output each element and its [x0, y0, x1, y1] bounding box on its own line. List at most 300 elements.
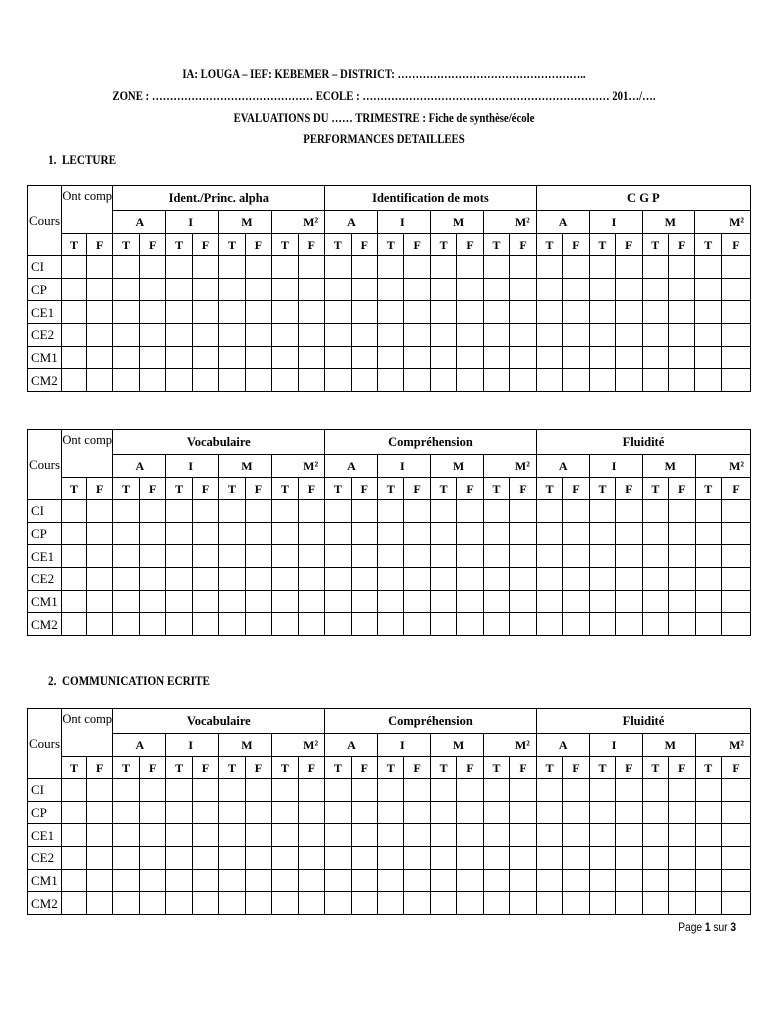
- entry-cell[interactable]: [62, 568, 87, 591]
- entry-cell[interactable]: [139, 301, 165, 324]
- entry-cell[interactable]: [325, 500, 351, 523]
- entry-cell[interactable]: [589, 369, 615, 392]
- entry-cell[interactable]: [642, 500, 668, 523]
- entry-cell[interactable]: [404, 545, 430, 568]
- entry-cell[interactable]: [192, 301, 218, 324]
- entry-cell[interactable]: [695, 590, 721, 613]
- entry-cell[interactable]: [166, 346, 192, 369]
- entry-cell[interactable]: [430, 369, 456, 392]
- entry-cell[interactable]: [298, 892, 324, 915]
- entry-cell[interactable]: [166, 590, 192, 613]
- entry-cell[interactable]: [536, 256, 562, 279]
- entry-cell[interactable]: [722, 545, 751, 568]
- entry-cell[interactable]: [510, 568, 537, 591]
- entry-cell[interactable]: [510, 869, 537, 892]
- entry-cell[interactable]: [166, 278, 192, 301]
- entry-cell[interactable]: [536, 568, 562, 591]
- entry-cell[interactable]: [192, 369, 218, 392]
- entry-cell[interactable]: [563, 324, 589, 347]
- entry-cell[interactable]: [589, 847, 615, 870]
- entry-cell[interactable]: [642, 369, 668, 392]
- entry-cell[interactable]: [192, 590, 218, 613]
- entry-cell[interactable]: [589, 613, 615, 636]
- entry-cell[interactable]: [325, 545, 351, 568]
- entry-cell[interactable]: [430, 847, 456, 870]
- entry-cell[interactable]: [669, 824, 695, 847]
- entry-cell[interactable]: [139, 545, 165, 568]
- entry-cell[interactable]: [457, 613, 483, 636]
- entry-cell[interactable]: [510, 256, 537, 279]
- entry-cell[interactable]: [616, 590, 642, 613]
- entry-cell[interactable]: [536, 824, 562, 847]
- entry-cell[interactable]: [642, 545, 668, 568]
- entry-cell[interactable]: [245, 346, 271, 369]
- entry-cell[interactable]: [722, 847, 751, 870]
- entry-cell[interactable]: [536, 545, 562, 568]
- entry-cell[interactable]: [192, 278, 218, 301]
- entry-cell[interactable]: [87, 847, 113, 870]
- entry-cell[interactable]: [404, 278, 430, 301]
- entry-cell[interactable]: [430, 545, 456, 568]
- entry-cell[interactable]: [616, 869, 642, 892]
- entry-cell[interactable]: [219, 590, 245, 613]
- entry-cell[interactable]: [298, 346, 324, 369]
- entry-cell[interactable]: [298, 590, 324, 613]
- entry-cell[interactable]: [325, 324, 351, 347]
- entry-cell[interactable]: [616, 369, 642, 392]
- entry-cell[interactable]: [139, 590, 165, 613]
- entry-cell[interactable]: [642, 278, 668, 301]
- entry-cell[interactable]: [669, 324, 695, 347]
- entry-cell[interactable]: [483, 590, 509, 613]
- entry-cell[interactable]: [483, 801, 509, 824]
- entry-cell[interactable]: [722, 613, 751, 636]
- entry-cell[interactable]: [192, 568, 218, 591]
- entry-cell[interactable]: [139, 256, 165, 279]
- entry-cell[interactable]: [695, 278, 721, 301]
- entry-cell[interactable]: [87, 278, 113, 301]
- entry-cell[interactable]: [616, 568, 642, 591]
- entry-cell[interactable]: [272, 369, 298, 392]
- entry-cell[interactable]: [563, 590, 589, 613]
- entry-cell[interactable]: [536, 500, 562, 523]
- entry-cell[interactable]: [272, 301, 298, 324]
- entry-cell[interactable]: [430, 779, 456, 802]
- entry-cell[interactable]: [695, 369, 721, 392]
- entry-cell[interactable]: [298, 869, 324, 892]
- entry-cell[interactable]: [245, 869, 271, 892]
- entry-cell[interactable]: [404, 779, 430, 802]
- entry-cell[interactable]: [404, 613, 430, 636]
- entry-cell[interactable]: [695, 892, 721, 915]
- entry-cell[interactable]: [166, 801, 192, 824]
- entry-cell[interactable]: [404, 324, 430, 347]
- entry-cell[interactable]: [192, 801, 218, 824]
- entry-cell[interactable]: [563, 278, 589, 301]
- entry-cell[interactable]: [378, 869, 404, 892]
- entry-cell[interactable]: [483, 613, 509, 636]
- entry-cell[interactable]: [722, 801, 751, 824]
- entry-cell[interactable]: [139, 522, 165, 545]
- entry-cell[interactable]: [589, 545, 615, 568]
- entry-cell[interactable]: [510, 613, 537, 636]
- entry-cell[interactable]: [642, 613, 668, 636]
- entry-cell[interactable]: [219, 892, 245, 915]
- entry-cell[interactable]: [272, 892, 298, 915]
- entry-cell[interactable]: [113, 522, 139, 545]
- entry-cell[interactable]: [563, 369, 589, 392]
- entry-cell[interactable]: [695, 869, 721, 892]
- entry-cell[interactable]: [166, 301, 192, 324]
- entry-cell[interactable]: [404, 892, 430, 915]
- entry-cell[interactable]: [87, 256, 113, 279]
- entry-cell[interactable]: [62, 256, 87, 279]
- entry-cell[interactable]: [536, 590, 562, 613]
- entry-cell[interactable]: [616, 613, 642, 636]
- entry-cell[interactable]: [404, 256, 430, 279]
- entry-cell[interactable]: [483, 369, 509, 392]
- entry-cell[interactable]: [695, 301, 721, 324]
- entry-cell[interactable]: [483, 324, 509, 347]
- entry-cell[interactable]: [219, 801, 245, 824]
- entry-cell[interactable]: [351, 256, 377, 279]
- entry-cell[interactable]: [62, 346, 87, 369]
- entry-cell[interactable]: [483, 824, 509, 847]
- entry-cell[interactable]: [457, 590, 483, 613]
- entry-cell[interactable]: [642, 801, 668, 824]
- entry-cell[interactable]: [166, 613, 192, 636]
- entry-cell[interactable]: [483, 256, 509, 279]
- entry-cell[interactable]: [192, 613, 218, 636]
- entry-cell[interactable]: [139, 613, 165, 636]
- entry-cell[interactable]: [404, 869, 430, 892]
- entry-cell[interactable]: [642, 568, 668, 591]
- entry-cell[interactable]: [642, 346, 668, 369]
- entry-cell[interactable]: [721, 256, 750, 279]
- entry-cell[interactable]: [113, 324, 139, 347]
- entry-cell[interactable]: [483, 346, 509, 369]
- entry-cell[interactable]: [139, 568, 165, 591]
- entry-cell[interactable]: [378, 824, 404, 847]
- entry-cell[interactable]: [589, 256, 615, 279]
- entry-cell[interactable]: [404, 301, 430, 324]
- entry-cell[interactable]: [589, 869, 615, 892]
- entry-cell[interactable]: [272, 522, 298, 545]
- entry-cell[interactable]: [139, 892, 165, 915]
- entry-cell[interactable]: [351, 824, 377, 847]
- entry-cell[interactable]: [219, 346, 245, 369]
- entry-cell[interactable]: [510, 324, 537, 347]
- entry-cell[interactable]: [457, 369, 483, 392]
- entry-cell[interactable]: [483, 779, 509, 802]
- entry-cell[interactable]: [245, 278, 271, 301]
- entry-cell[interactable]: [404, 568, 430, 591]
- entry-cell[interactable]: [457, 779, 483, 802]
- entry-cell[interactable]: [483, 301, 509, 324]
- entry-cell[interactable]: [139, 824, 165, 847]
- entry-cell[interactable]: [272, 324, 298, 347]
- entry-cell[interactable]: [113, 545, 139, 568]
- entry-cell[interactable]: [483, 500, 509, 523]
- entry-cell[interactable]: [669, 801, 695, 824]
- entry-cell[interactable]: [430, 824, 456, 847]
- entry-cell[interactable]: [192, 545, 218, 568]
- entry-cell[interactable]: [272, 847, 298, 870]
- entry-cell[interactable]: [536, 613, 562, 636]
- entry-cell[interactable]: [378, 545, 404, 568]
- entry-cell[interactable]: [377, 324, 403, 347]
- entry-cell[interactable]: [563, 824, 589, 847]
- entry-cell[interactable]: [510, 779, 537, 802]
- entry-cell[interactable]: [378, 847, 404, 870]
- entry-cell[interactable]: [192, 824, 218, 847]
- entry-cell[interactable]: [457, 256, 483, 279]
- entry-cell[interactable]: [430, 892, 456, 915]
- entry-cell[interactable]: [87, 324, 113, 347]
- entry-cell[interactable]: [166, 545, 192, 568]
- entry-cell[interactable]: [351, 801, 377, 824]
- entry-cell[interactable]: [113, 568, 139, 591]
- entry-cell[interactable]: [563, 568, 589, 591]
- entry-cell[interactable]: [87, 568, 113, 591]
- entry-cell[interactable]: [483, 278, 509, 301]
- entry-cell[interactable]: [695, 522, 721, 545]
- entry-cell[interactable]: [695, 500, 721, 523]
- entry-cell[interactable]: [483, 892, 509, 915]
- entry-cell[interactable]: [536, 346, 562, 369]
- entry-cell[interactable]: [669, 892, 695, 915]
- entry-cell[interactable]: [298, 801, 324, 824]
- entry-cell[interactable]: [245, 892, 271, 915]
- entry-cell[interactable]: [139, 847, 165, 870]
- entry-cell[interactable]: [721, 346, 750, 369]
- entry-cell[interactable]: [298, 613, 324, 636]
- entry-cell[interactable]: [695, 256, 721, 279]
- entry-cell[interactable]: [272, 824, 298, 847]
- entry-cell[interactable]: [510, 892, 537, 915]
- entry-cell[interactable]: [113, 779, 139, 802]
- entry-cell[interactable]: [139, 324, 165, 347]
- entry-cell[interactable]: [351, 346, 377, 369]
- entry-cell[interactable]: [219, 779, 245, 802]
- entry-cell[interactable]: [430, 522, 456, 545]
- entry-cell[interactable]: [325, 779, 351, 802]
- entry-cell[interactable]: [616, 801, 642, 824]
- entry-cell[interactable]: [642, 779, 668, 802]
- entry-cell[interactable]: [510, 522, 537, 545]
- entry-cell[interactable]: [404, 369, 430, 392]
- entry-cell[interactable]: [695, 824, 721, 847]
- entry-cell[interactable]: [272, 545, 298, 568]
- entry-cell[interactable]: [722, 892, 751, 915]
- entry-cell[interactable]: [325, 613, 351, 636]
- entry-cell[interactable]: [563, 545, 589, 568]
- entry-cell[interactable]: [62, 522, 87, 545]
- entry-cell[interactable]: [245, 590, 271, 613]
- entry-cell[interactable]: [62, 324, 87, 347]
- entry-cell[interactable]: [351, 613, 377, 636]
- entry-cell[interactable]: [113, 892, 139, 915]
- entry-cell[interactable]: [642, 256, 668, 279]
- entry-cell[interactable]: [563, 847, 589, 870]
- entry-cell[interactable]: [62, 824, 87, 847]
- entry-cell[interactable]: [536, 847, 562, 870]
- entry-cell[interactable]: [245, 824, 271, 847]
- entry-cell[interactable]: [139, 500, 165, 523]
- entry-cell[interactable]: [298, 824, 324, 847]
- entry-cell[interactable]: [87, 590, 113, 613]
- entry-cell[interactable]: [139, 278, 165, 301]
- entry-cell[interactable]: [669, 545, 695, 568]
- entry-cell[interactable]: [62, 500, 87, 523]
- entry-cell[interactable]: [563, 869, 589, 892]
- entry-cell[interactable]: [325, 824, 351, 847]
- entry-cell[interactable]: [219, 545, 245, 568]
- entry-cell[interactable]: [166, 256, 192, 279]
- entry-cell[interactable]: [669, 590, 695, 613]
- entry-cell[interactable]: [62, 869, 87, 892]
- entry-cell[interactable]: [722, 824, 751, 847]
- entry-cell[interactable]: [272, 278, 298, 301]
- entry-cell[interactable]: [536, 522, 562, 545]
- entry-cell[interactable]: [272, 779, 298, 802]
- entry-cell[interactable]: [616, 779, 642, 802]
- entry-cell[interactable]: [669, 500, 695, 523]
- entry-cell[interactable]: [695, 324, 721, 347]
- entry-cell[interactable]: [457, 324, 483, 347]
- entry-cell[interactable]: [139, 346, 165, 369]
- entry-cell[interactable]: [166, 847, 192, 870]
- entry-cell[interactable]: [669, 346, 695, 369]
- entry-cell[interactable]: [272, 500, 298, 523]
- entry-cell[interactable]: [192, 847, 218, 870]
- entry-cell[interactable]: [510, 369, 537, 392]
- entry-cell[interactable]: [378, 522, 404, 545]
- entry-cell[interactable]: [87, 779, 113, 802]
- entry-cell[interactable]: [722, 568, 751, 591]
- entry-cell[interactable]: [272, 346, 298, 369]
- entry-cell[interactable]: [695, 847, 721, 870]
- entry-cell[interactable]: [536, 892, 562, 915]
- entry-cell[interactable]: [722, 522, 751, 545]
- entry-cell[interactable]: [642, 847, 668, 870]
- entry-cell[interactable]: [589, 824, 615, 847]
- entry-cell[interactable]: [695, 568, 721, 591]
- entry-cell[interactable]: [563, 256, 589, 279]
- entry-cell[interactable]: [457, 801, 483, 824]
- entry-cell[interactable]: [113, 824, 139, 847]
- entry-cell[interactable]: [695, 545, 721, 568]
- entry-cell[interactable]: [325, 301, 351, 324]
- entry-cell[interactable]: [62, 301, 87, 324]
- entry-cell[interactable]: [272, 256, 298, 279]
- entry-cell[interactable]: [62, 613, 87, 636]
- entry-cell[interactable]: [325, 590, 351, 613]
- entry-cell[interactable]: [245, 545, 271, 568]
- entry-cell[interactable]: [483, 568, 509, 591]
- entry-cell[interactable]: [166, 568, 192, 591]
- entry-cell[interactable]: [510, 500, 537, 523]
- entry-cell[interactable]: [87, 346, 113, 369]
- entry-cell[interactable]: [325, 892, 351, 915]
- entry-cell[interactable]: [139, 869, 165, 892]
- entry-cell[interactable]: [589, 568, 615, 591]
- entry-cell[interactable]: [669, 847, 695, 870]
- entry-cell[interactable]: [616, 301, 642, 324]
- entry-cell[interactable]: [113, 278, 139, 301]
- entry-cell[interactable]: [589, 801, 615, 824]
- entry-cell[interactable]: [298, 847, 324, 870]
- entry-cell[interactable]: [536, 301, 562, 324]
- entry-cell[interactable]: [378, 568, 404, 591]
- entry-cell[interactable]: [272, 801, 298, 824]
- entry-cell[interactable]: [722, 779, 751, 802]
- entry-cell[interactable]: [616, 500, 642, 523]
- entry-cell[interactable]: [695, 346, 721, 369]
- entry-cell[interactable]: [377, 369, 403, 392]
- entry-cell[interactable]: [536, 278, 562, 301]
- entry-cell[interactable]: [219, 568, 245, 591]
- entry-cell[interactable]: [351, 847, 377, 870]
- entry-cell[interactable]: [87, 301, 113, 324]
- entry-cell[interactable]: [298, 256, 324, 279]
- entry-cell[interactable]: [378, 590, 404, 613]
- entry-cell[interactable]: [351, 301, 377, 324]
- entry-cell[interactable]: [457, 522, 483, 545]
- entry-cell[interactable]: [457, 568, 483, 591]
- entry-cell[interactable]: [192, 500, 218, 523]
- entry-cell[interactable]: [351, 324, 377, 347]
- entry-cell[interactable]: [404, 824, 430, 847]
- entry-cell[interactable]: [325, 869, 351, 892]
- entry-cell[interactable]: [377, 256, 403, 279]
- entry-cell[interactable]: [430, 590, 456, 613]
- entry-cell[interactable]: [669, 869, 695, 892]
- entry-cell[interactable]: [377, 301, 403, 324]
- entry-cell[interactable]: [87, 892, 113, 915]
- entry-cell[interactable]: [219, 847, 245, 870]
- entry-cell[interactable]: [589, 892, 615, 915]
- entry-cell[interactable]: [430, 301, 456, 324]
- entry-cell[interactable]: [219, 301, 245, 324]
- entry-cell[interactable]: [192, 324, 218, 347]
- entry-cell[interactable]: [642, 869, 668, 892]
- entry-cell[interactable]: [325, 568, 351, 591]
- entry-cell[interactable]: [589, 590, 615, 613]
- entry-cell[interactable]: [536, 801, 562, 824]
- entry-cell[interactable]: [298, 324, 324, 347]
- entry-cell[interactable]: [62, 847, 87, 870]
- entry-cell[interactable]: [325, 278, 351, 301]
- entry-cell[interactable]: [377, 346, 403, 369]
- entry-cell[interactable]: [245, 500, 271, 523]
- entry-cell[interactable]: [298, 369, 324, 392]
- entry-cell[interactable]: [113, 847, 139, 870]
- entry-cell[interactable]: [351, 568, 377, 591]
- entry-cell[interactable]: [351, 545, 377, 568]
- entry-cell[interactable]: [457, 500, 483, 523]
- entry-cell[interactable]: [510, 346, 537, 369]
- entry-cell[interactable]: [721, 369, 750, 392]
- entry-cell[interactable]: [457, 892, 483, 915]
- entry-cell[interactable]: [404, 590, 430, 613]
- entry-cell[interactable]: [166, 824, 192, 847]
- entry-cell[interactable]: [351, 590, 377, 613]
- entry-cell[interactable]: [219, 278, 245, 301]
- entry-cell[interactable]: [351, 522, 377, 545]
- entry-cell[interactable]: [378, 613, 404, 636]
- entry-cell[interactable]: [113, 613, 139, 636]
